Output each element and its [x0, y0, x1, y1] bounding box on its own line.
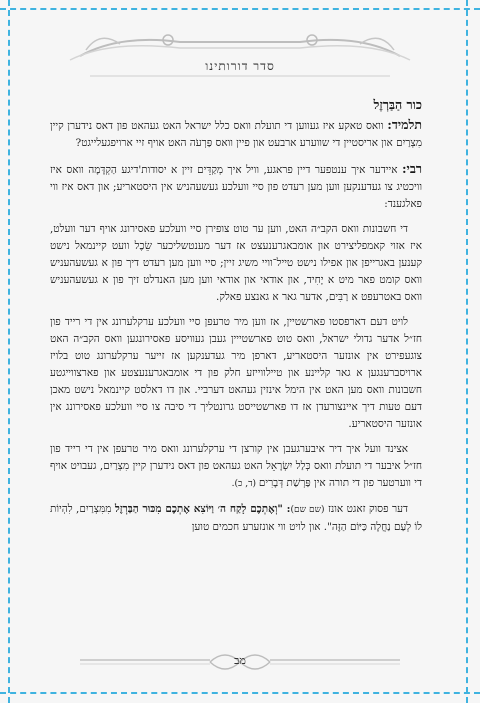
- paragraph-text: מִמִּצְרַיִם, לִהְיוֹת לוֹ לְעַם נַחֲלָה כַּיּוֹם הַזֶּה". און לויט ווי אונזערע חכמים טוען: [50, 503, 422, 533]
- verse-reference: (שם שם): [290, 505, 325, 515]
- paragraph-explanations: לויט דעם דארפסטו פארשטיין, אז ווען מיר טרעפן סיי וועלכע ערקלערונג אין די רייד פון חז״ל אדער גדולי ישראל, וואס טוט פארשטייין געבן געוויסע פאסירונגען וואס הקב״ה האט צוגעפירט אין אונזער היסטאריע, דארפן מיר געדענקען אז זייער ערקלערונג טוט בלויז ארויסברענגען א גאר קליינע און טיילווייזע חלק פון די אומבאגרענעצטע און פארצווייגטע חשבונות וואס מען האט אין הימל אינזין געהאט דערביי. און דו דאלסט קיינמאל נישט מאכן דעם טעות דיך איינצורעדן אז דו פארשטייסט גרונטליך די סיבה צו סיי וועלכע פאסירונג אין אונזער היסטאריע.: [50, 316, 422, 430]
- crop-line-right: [466, 0, 468, 703]
- paragraph-text: וואס טאקע איז געווען די תועלת וואס כלל ישראל האט געהאט פון דאס נידערן קיין מִצְרַיִם און אריסטיין די שווערע ארבעט און פיין וואס פַּרְעֹה האט אויף זיי ארויפגעלייגט?: [50, 120, 422, 149]
- page-number: מב: [234, 654, 246, 667]
- paragraph-verse: [50, 501, 422, 536]
- header-banner: [60, 20, 420, 86]
- paragraph-text: איידער איך ענטפער דיין פראגע, וויל איך מְקַדֵּים זיין א יסודות'דיגע הַקְדָּמָה וואס איז וויכטיג צו געדענקען ווען מען רעדט פון סיי וועלכע געשעהניש אין היסטאריע; און דאס איז ווי פאלגענד:: [50, 164, 422, 210]
- speaker-label-rabbi: רבי:: [401, 161, 422, 176]
- speaker-label-student: תלמיד:: [387, 117, 422, 132]
- page-body: [50, 96, 422, 544]
- paragraph-calculations: די חשבונות וואס הקב״ה האט, ווען ער טוט צופירן סיי וועלכע פאסירונג אויף דער וועלט, איז אזוי קאמפליצירט און אומבאגרענעצט אז דער מענטשליכער שֵׂכֶל וועט קיינמאל נישט קענען באגרייפן און אפילו נישט טייל־וויי משיג זיין; סיי ווען מען רעדט דיך פון א געשעהעניש וואס קומט פאר מיט א יָחִיד, און אודאי און אודאי ווען מען האנדלט זיך פון א געשעהעניש וואס באטרעפט א רַבִּים, אדער גאר א גאנצע פאלק.: [50, 223, 422, 303]
- verse-reference: (ד, כ).: [231, 479, 259, 489]
- ornament-header-icon: [60, 20, 420, 86]
- paragraph-summary: [50, 441, 422, 493]
- footer-banner: [60, 644, 420, 680]
- paragraph-rabbi-answer: [50, 160, 422, 213]
- paragraph-student-question: [50, 116, 422, 152]
- running-header-title: סדר דורותינו: [205, 59, 275, 73]
- section-title: כור הַבַּרְזֶל: [373, 97, 422, 112]
- verse-quote: : "וְאֶתְכֶם לָקַח ה׳ וַיּוֹצִא אֶתְכֶם מִכּוּר הַבַּרְזֶל: [114, 503, 291, 515]
- paragraph-text: דער פסוק זאגט אונז: [324, 503, 408, 515]
- crop-line-left: [8, 0, 10, 703]
- crop-line-top: [0, 8, 480, 10]
- crop-line-bottom: [0, 692, 480, 694]
- paragraph-text: אצינד וועל איך דיר איבערגעבן אין קורצן די ערקלערונג וואס מיר טרעפן אין די רייד פון חז״ל איבער די תועלת וואס כְּלַל יִשְׂרָאֵל האט געהאט פון דאס נידערן קיין מִצְרַיִם, געבויט אויף די ווערטער פון די תורה אין פַּרְשַׁת דְּבָרִים: [50, 443, 422, 489]
